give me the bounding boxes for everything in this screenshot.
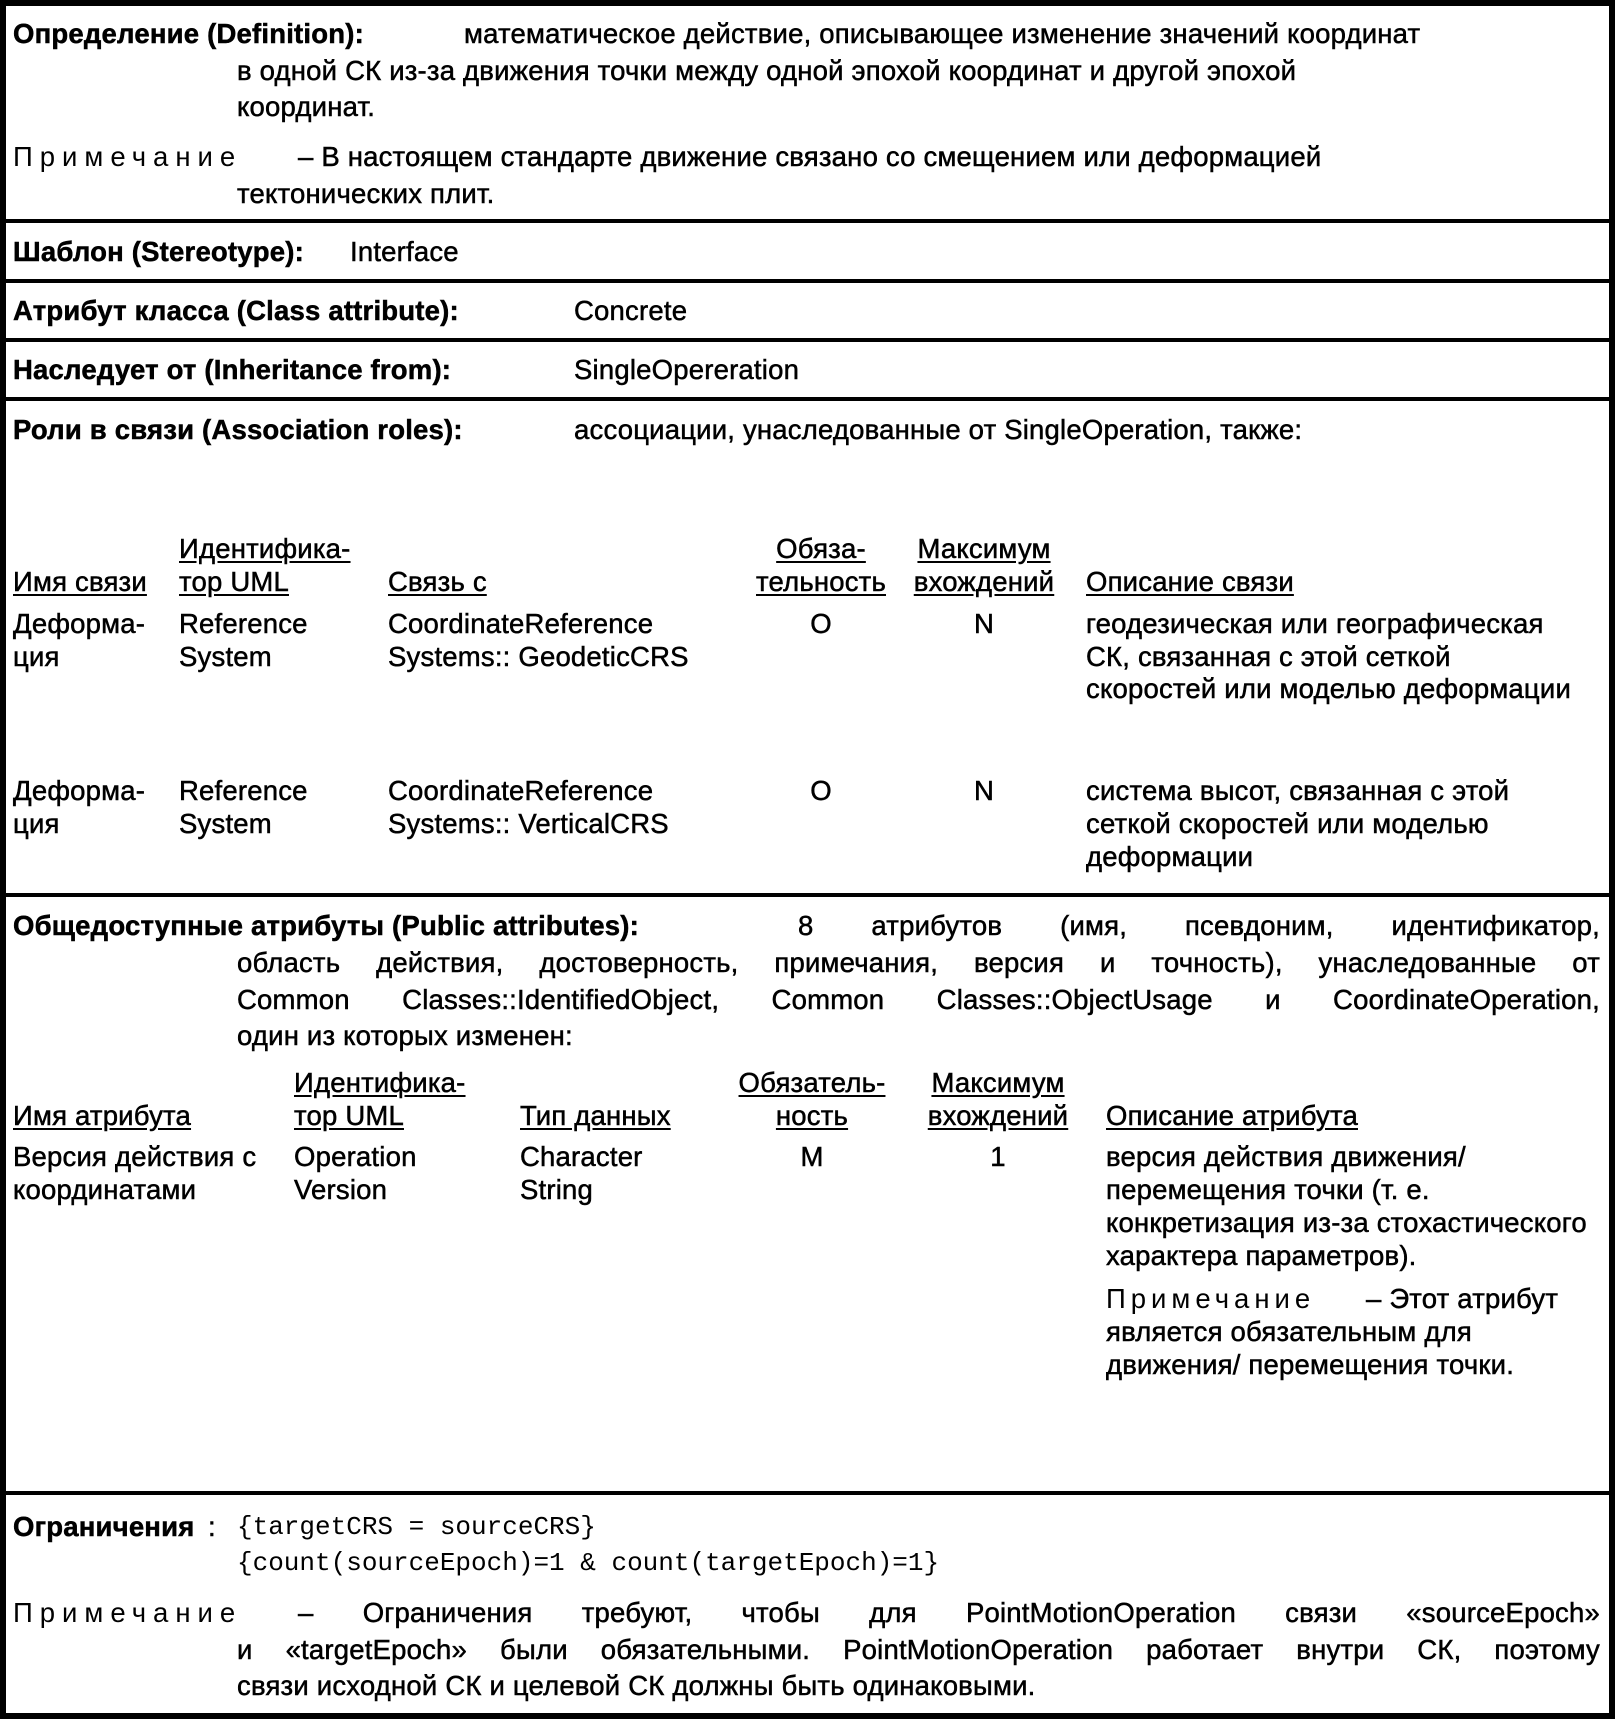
constraints-note-text: – Ограничения требуют, чтобы для PointMotionOperation связи «sourceEpoch» <box>298 1597 1600 1628</box>
definition-text: в одной СК из-за движения точки между одной эпохой координат и другой эпохой <box>237 55 1297 86</box>
attr-header-uml: Идентифика- <box>294 1067 466 1098</box>
inheritance-label: Наследует от (Inheritance from): <box>13 354 452 385</box>
note-text: тектонических плит. <box>237 178 495 209</box>
definition-text: математическое действие, описывающее изменение значений координат <box>464 18 1421 49</box>
assoc-header-desc: Описание связи <box>1086 566 1294 597</box>
divider <box>0 397 1615 401</box>
assoc-row-name: Деформа- <box>13 775 146 806</box>
attr-row-max: 1 <box>990 1141 1006 1172</box>
constraints-note-label: Примечание <box>13 1597 243 1628</box>
attr-row-uml: Operation <box>294 1141 417 1172</box>
constraints-note-text: связи исходной СК и целевой СК должны быть одинаковыми. <box>237 1670 1036 1701</box>
assoc-row-desc: СК, связанная с этой сеткой <box>1086 641 1451 672</box>
attr-header-type: Тип данных <box>520 1100 671 1131</box>
assoc-header-obligation: тельность <box>756 566 886 597</box>
association-value: ассоциации, унаследованные от SingleOperation, также: <box>574 414 1303 445</box>
note-text: – В настоящем стандарте движение связано со смещением или деформацией <box>298 141 1322 172</box>
public-attributes-text: область действия, достоверность, примечания, версия и точность), унаследованные от <box>237 947 1600 978</box>
assoc-row-uml: Reference <box>179 608 308 639</box>
assoc-row-uml: System <box>179 808 272 839</box>
assoc-row-name: ция <box>13 641 60 672</box>
assoc-row-desc: система высот, связанная с этой <box>1086 775 1510 806</box>
assoc-row-name: ция <box>13 808 60 839</box>
attr-row-uml: Version <box>294 1174 388 1205</box>
attr-row-name: Версия действия с <box>13 1141 257 1172</box>
constraints-note-text: и «targetEpoch» были обязательными. PointMotionOperation работает внутри СК, поэтому <box>237 1634 1600 1665</box>
constraints-label: Ограничения <box>13 1511 195 1542</box>
attr-row-desc: версия действия движения/ <box>1106 1141 1466 1172</box>
attr-row-desc: перемещения точки (т. е. <box>1106 1174 1430 1205</box>
stereotype-value: Interface <box>350 236 459 267</box>
attr-header-obligation: Обязатель- <box>738 1067 886 1098</box>
definition-label: Определение (Definition): <box>13 18 364 49</box>
note-label: Примечание <box>13 141 243 172</box>
public-attributes-text: Common Classes::IdentifiedObject, Common Classes::ObjectUsage и CoordinateOperation, <box>237 984 1600 1015</box>
attr-row-name: координатами <box>13 1174 197 1205</box>
class-attribute-label: Атрибут класса (Class attribute): <box>13 295 459 326</box>
attr-row-type: String <box>520 1174 594 1205</box>
assoc-row-obligation: O <box>810 775 832 806</box>
assoc-row-max: N <box>973 608 995 639</box>
assoc-row-desc: сеткой скоростей или моделью <box>1086 808 1489 839</box>
public-attributes-text: один из которых изменен: <box>237 1020 573 1051</box>
divider <box>0 219 1615 223</box>
attr-note-label: Примечание <box>1106 1283 1316 1314</box>
constraint-expression: {count(sourceEpoch)=1 & count(targetEpoch)=1} <box>237 1548 940 1578</box>
attr-row-obligation: M <box>800 1141 824 1172</box>
attr-header-obligation: ность <box>775 1100 849 1131</box>
divider <box>0 893 1615 897</box>
attr-header-max: вхождений <box>927 1100 1069 1131</box>
divider <box>0 338 1615 342</box>
public-attributes-label: Общедоступные атрибуты (Public attributes): <box>13 910 639 941</box>
attr-row-desc: конкретизация из-за стохастического <box>1106 1207 1587 1238</box>
attr-header-desc: Описание атрибута <box>1106 1100 1358 1131</box>
assoc-header-max: вхождений <box>913 566 1055 597</box>
assoc-row-uml: Reference <box>179 775 308 806</box>
attr-header-name: Имя атрибута <box>13 1100 192 1131</box>
attr-note-text: – Этот атрибут <box>1366 1283 1559 1314</box>
assoc-row-desc: деформации <box>1086 841 1254 872</box>
assoc-header-max: Максимум <box>917 533 1051 564</box>
assoc-row-obligation: O <box>810 608 832 639</box>
public-attributes-text: 8 атрибутов (имя, псевдоним, идентификатор, <box>798 910 1600 941</box>
inheritance-value: SingleOpereration <box>574 354 800 385</box>
association-label: Роли в связи (Association roles): <box>13 414 463 445</box>
constraint-expression: {targetCRS = sourceCRS} <box>237 1512 596 1542</box>
stereotype-label: Шаблон (Stereotype): <box>13 236 304 267</box>
assoc-row-link: Systems:: GeodeticCRS <box>388 641 689 672</box>
attr-row-type: Character <box>520 1141 643 1172</box>
assoc-header-uml: Идентифика- <box>179 533 351 564</box>
assoc-row-desc: скоростей или моделью деформации <box>1086 673 1572 704</box>
assoc-row-uml: System <box>179 641 272 672</box>
assoc-row-name: Деформа- <box>13 608 146 639</box>
assoc-row-max: N <box>973 775 995 806</box>
attr-row-desc: характера параметров). <box>1106 1240 1417 1271</box>
assoc-header-uml: тор UML <box>179 566 289 597</box>
assoc-row-link: CoordinateReference <box>388 775 654 806</box>
class-attribute-value: Concrete <box>574 295 688 326</box>
assoc-row-link: Systems:: VerticalCRS <box>388 808 669 839</box>
attr-header-max: Максимум <box>931 1067 1065 1098</box>
attr-note-text: является обязательным для <box>1106 1316 1472 1347</box>
attr-note-text: движения/ перемещения точки. <box>1106 1349 1515 1380</box>
assoc-row-link: CoordinateReference <box>388 608 654 639</box>
definition-text: координат. <box>237 91 376 122</box>
assoc-row-desc: геодезическая или географическая <box>1086 608 1544 639</box>
divider <box>0 279 1615 283</box>
divider <box>0 1491 1615 1495</box>
attr-header-uml: тор UML <box>294 1100 404 1131</box>
assoc-header-name: Имя связи <box>13 566 147 597</box>
assoc-header-link: Связь с <box>388 566 487 597</box>
assoc-header-obligation: Обяза- <box>776 533 866 564</box>
constraints-colon: : <box>208 1511 216 1542</box>
